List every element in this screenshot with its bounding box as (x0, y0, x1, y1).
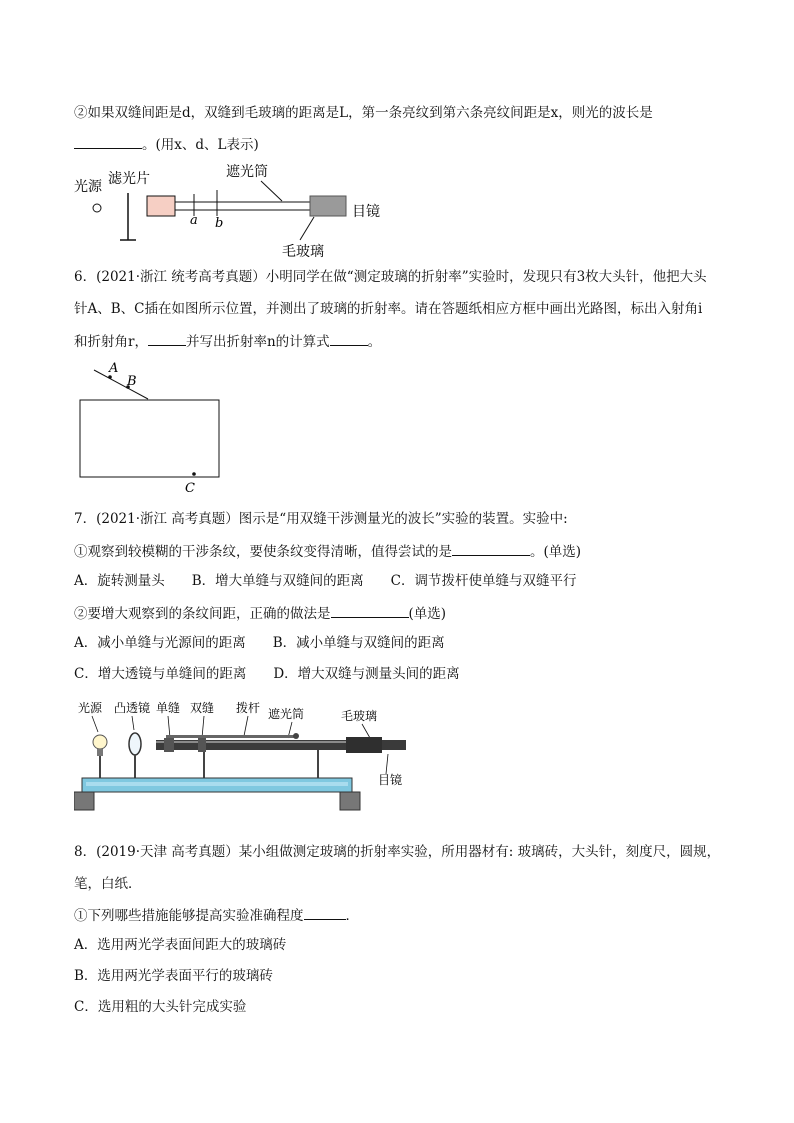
q7-measuring-head (346, 737, 382, 753)
q7-double-slit-holder (198, 738, 206, 752)
q7-bulb-base (97, 749, 103, 756)
q7-sub1 (74, 541, 581, 561)
q7-single-slit-holder (164, 738, 174, 752)
q7-rail-foot-left (74, 792, 94, 810)
q8-option-b: B．选用两光学表面平行的玻璃砖 (74, 968, 273, 984)
q8-line1: 8．(2019·天津 高考真题）某小组做测定玻璃的折射率实验，所用器材有: 玻璃砖，大头针，刻度尺，圆规， (74, 844, 721, 860)
q8-sub1-suffix: ． (345, 908, 359, 924)
q5-label-filter: 滤光片 (108, 171, 150, 187)
q7-label-eyepiece: 目镜 (378, 773, 403, 787)
q7-label-double-slit: 双缝 (190, 701, 215, 715)
q7-sub1-blank[interactable] (452, 541, 530, 556)
q7-label-ground-glass: 毛玻璃 (341, 709, 378, 723)
q5-label-b: b (215, 216, 224, 231)
q7-label-single-slit: 单缝 (156, 701, 181, 715)
q5-diagram (70, 160, 390, 260)
q6-line1: 6．(2021·浙江 统考高考真题）小明同学在做“测定玻璃的折射率”实验时，发现只有3枚大头针，他把大头 (74, 269, 707, 285)
q7-label-light-source: 光源 (78, 701, 103, 715)
q5-pointer-ground-glass (300, 217, 314, 240)
q6-label-pin-a: A (109, 361, 119, 376)
q7-convex-lens (129, 733, 141, 755)
q7-sub2-text: ②要增大观察到的条纹间距，正确的做法是 (74, 606, 331, 622)
q6-label-pin-c: C (185, 481, 195, 496)
q7-sub1-options: A．旋转测量头 B．增大单缝与双缝间的距离 C．调节拨杆使单缝与双缝平行 (74, 573, 577, 589)
q7-rail-foot-right (340, 792, 360, 810)
q5-part2-line2 (74, 134, 259, 154)
q7-rail-scale (86, 782, 348, 786)
q6-pin-line (94, 370, 148, 399)
q7-pointer-ground (362, 724, 370, 738)
q5-label-light-source: 光源 (74, 179, 102, 195)
q5-label-ground-glass: 毛玻璃 (282, 244, 324, 260)
q7-sub1-suffix: 。(单选) (530, 544, 582, 560)
q7-pointer-eyepiece (386, 754, 388, 774)
q7-pointer-light (92, 716, 98, 732)
q6-pin-c-dot (192, 472, 196, 476)
q6-line3 (74, 331, 381, 351)
q7-tube-highlight (156, 741, 346, 743)
q7-label-convex-lens: 凸透镜 (114, 701, 151, 715)
q6-line2: 针A、B、C插在如图所示位置，并测出了玻璃的折射率。请在答题纸相应方框中画出光路图，标出入射角i (74, 301, 703, 317)
q5-light-source-dot (93, 204, 101, 212)
q7-intro: 7．(2021·浙江 高考真题）图示是“用双缝干涉测量光的波长”实验的装置。实验中: (74, 511, 568, 527)
q5-eyepiece (310, 196, 346, 216)
q5-answer-blank[interactable] (74, 134, 142, 149)
q7-sub2 (74, 603, 446, 623)
q7-sub2-options-cd: C．增大透镜与单缝间的距离 D．增大双缝与测量头间的距离 (74, 666, 460, 682)
q8-sub1 (74, 905, 359, 925)
q6-line3-b: 并写出折射率n的计算式 (185, 334, 330, 350)
q5-label-eyepiece: 目镜 (352, 204, 380, 220)
q5-pointer-tube (261, 181, 282, 201)
q7-sub2-options-ab: A．减小单缝与光源间的距离 B．减小单缝与双缝间的距离 (74, 635, 445, 651)
q7-bulb (93, 735, 107, 749)
q8-line2: 笔，白纸． (74, 876, 142, 892)
q5-part2-line1: ②如果双缝间距是d，双缝到毛玻璃的距离是L，第一条亮纹到第六条亮纹间距是x，则光的波长是 (74, 105, 653, 121)
q7-pointer-single (168, 716, 170, 738)
q7-sub2-blank[interactable] (331, 603, 409, 618)
q8-sub1-blank[interactable] (304, 905, 346, 920)
q7-label-lever: 拨杆 (236, 701, 261, 715)
q7-lever-rod (166, 735, 294, 738)
q6-line3-c: 。 (367, 334, 382, 350)
q5-label-shade-tube: 遮光筒 (226, 164, 268, 180)
q8-sub1-text: ①下列哪些措施能够提高实验准确程度 (74, 908, 304, 924)
q6-glass-block (80, 400, 219, 477)
q6-answer-blank-1[interactable] (148, 331, 186, 346)
q5-filter-box (147, 196, 175, 216)
q7-sub2-suffix: (单选) (408, 606, 447, 622)
q6-label-pin-b: B (127, 374, 137, 389)
q5-line2-suffix: 。(用x、d、L表示) (142, 137, 259, 153)
q7-pointer-lens (132, 716, 134, 730)
q8-option-a: A．选用两光学表面间距大的玻璃砖 (74, 937, 287, 953)
q7-label-shade-tube: 遮光筒 (268, 707, 305, 721)
q7-pointer-lever (244, 716, 248, 736)
q5-label-a: a (190, 213, 198, 228)
q6-line3-a: 和折射角r， (74, 334, 148, 350)
q6-answer-blank-2[interactable] (330, 331, 368, 346)
q7-pointer-double (202, 716, 204, 738)
q7-sub1-text: ①观察到较模糊的干涉条纹，要使条纹变得清晰，值得尝试的是 (74, 544, 452, 560)
q8-option-c: C．选用粗的大头针完成实验 (74, 999, 247, 1015)
q7-lever-knob (293, 733, 299, 739)
q7-eyepiece-tube (382, 740, 406, 750)
q6-diagram (74, 360, 234, 500)
q7-apparatus (74, 696, 414, 820)
